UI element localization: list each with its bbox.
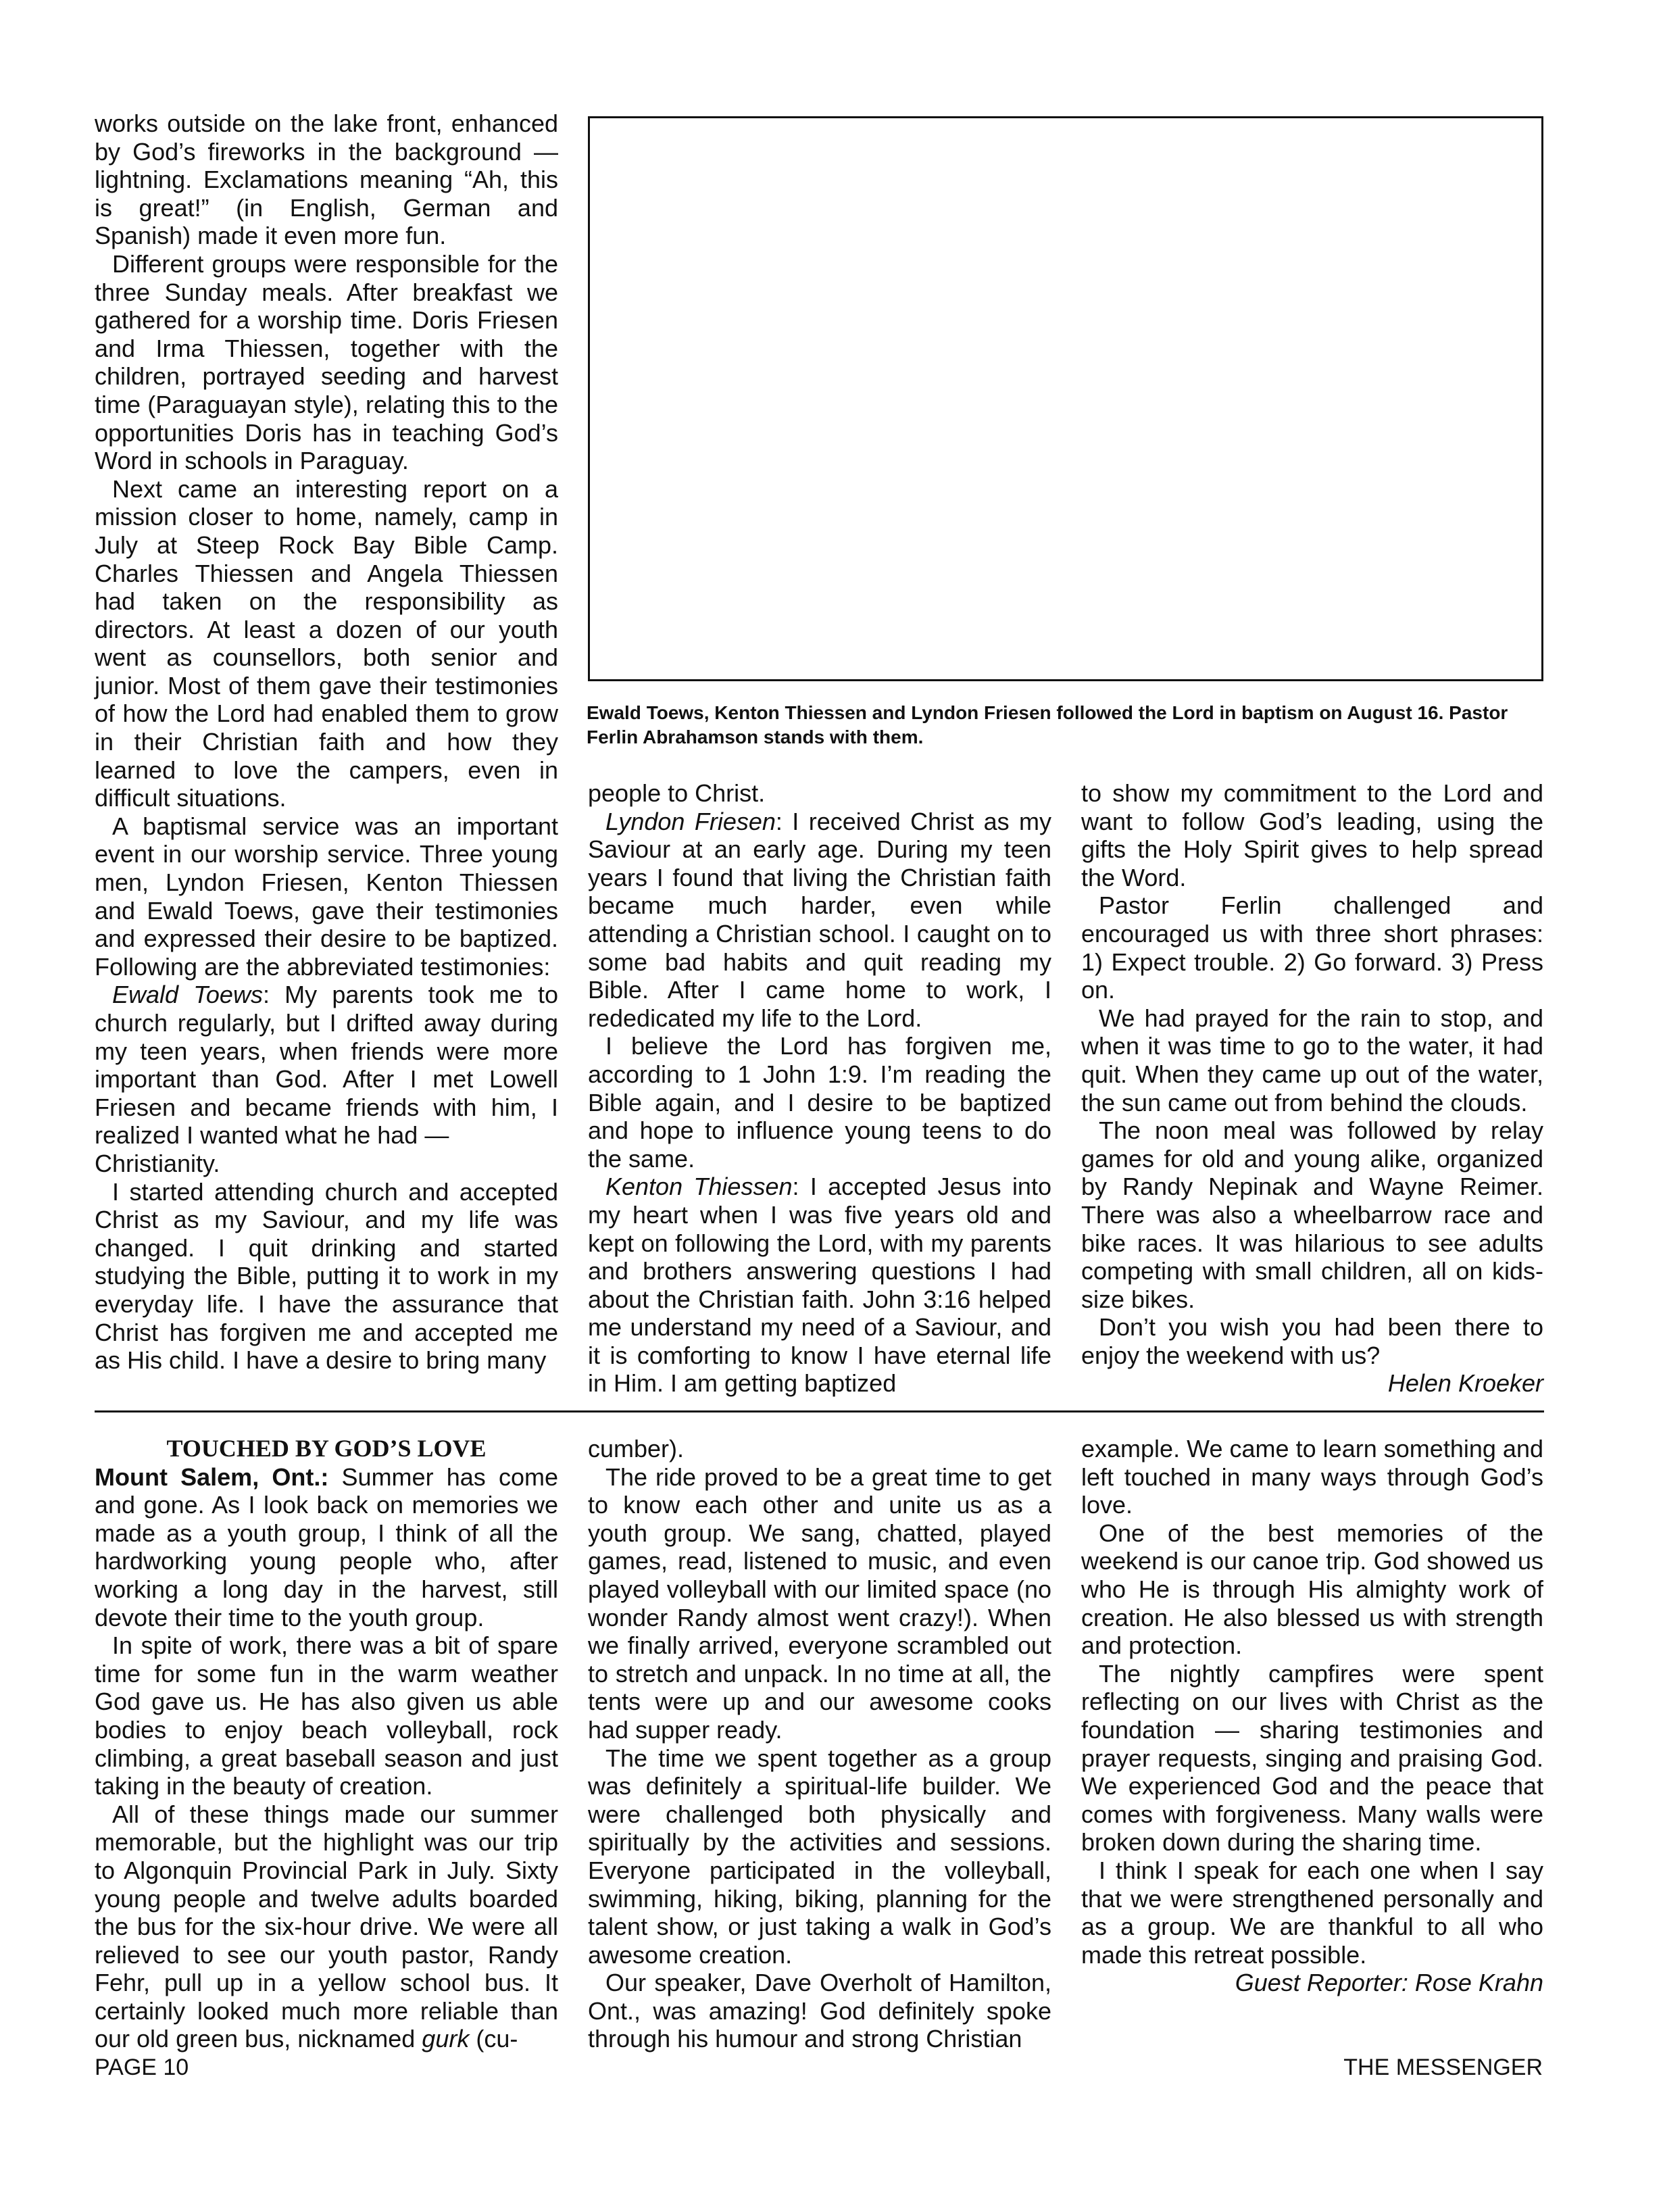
paragraph: Christianity.	[95, 1149, 220, 1177]
top-column-3	[1081, 779, 1543, 1398]
testimony-text: : I accepted Jesus into my heart when I was five years old and kept on following the Lord, with my parents and brothers answering questions I had about the Christian faith. John 3:16 helped me understand my need of a Saviour, and it is comforting to know I have eternal life in Him. I am getting baptized	[588, 1173, 1051, 1398]
paragraph: We had prayed for the rain to stop, and when it was time to go to the water, it had quit. When they came up out of the water, the sun came out from behind the clouds.	[1081, 1004, 1543, 1116]
dateline: Mount Salem, Ont.:	[95, 1463, 329, 1491]
photo-caption: Ewald Toews, Kenton Thiessen and Lyndon Friesen followed the Lord in baptism on August 16. Pastor Ferlin Abrahamson stands with them.	[587, 702, 1508, 747]
paragraph-text: All of these things made our summer memorable, but the highlight was our trip to Algonquin Provincial Park in July. Sixty young people and twelve adults boarded the bus for the six-hour drive. We were all relieved to see our youth pastor, Randy Fehr, pull up in a yellow school bus. It certainly looked much more reliable than our old green bus, nicknamed	[95, 1800, 558, 2053]
paragraph	[95, 1463, 558, 1632]
testimony-lyndon	[588, 808, 1051, 1033]
page-number: PAGE 10	[95, 2055, 189, 2080]
testimony-text: : My parents took me to church regularly, but I drifted away during my teen years, when friends were more important than God. After I met Lowell Friesen and became friends with him, I realized I wanted what he had —	[95, 981, 559, 1150]
baptism-photo	[588, 116, 1543, 681]
bus-nickname: gurk	[422, 2025, 470, 2053]
paragraph: The time we spent together as a group was definitely a spiritual-life builder. We were challenged both physically and spiritually by the activities and sessions. Everyone participated in the volleyball, swimming, hiking, biking, planning for the talent show, or just taking a walk in God’s awesome creation.	[588, 1744, 1051, 1969]
byline: Helen Kroeker	[1387, 1369, 1543, 1398]
paragraph: One of the best memories of the weekend is our canoe trip. God showed us who He is through His almighty work of creation. He also blessed us with strength and protection.	[1081, 1519, 1543, 1660]
paragraph: A baptismal service was an important event in our worship service. Three young men, Lyndon Friesen, Kenton Thiessen and Ewald Toews, gave their testimonies and expressed their desire to be baptized. Following are the abbreviated testimonies:	[95, 812, 558, 981]
top-column-2	[588, 779, 1051, 1398]
paragraph: Pastor Ferlin challenged and encouraged us with three short phrases: 1) Expect trouble. 2) Go forward. 3) Press on.	[1081, 891, 1543, 1004]
paragraph: Don’t you wish you had been there to enjoy the weekend with us?	[1081, 1313, 1543, 1369]
article-headline: TOUCHED BY GOD’S LOVE	[166, 1435, 487, 1462]
paragraph: The ride proved to be a great time to get to know each other and unite us as a youth group. We sang, chatted, played games, read, listened to music, and even played volleyball with our limited space (no wonder Randy almost went crazy!). When we finally arrived, everyone scrambled out to stretch and unpack. In no time at all, the tents were up and our awesome cooks had supper ready.	[588, 1463, 1051, 1744]
paragraph: I believe the Lord has forgiven me, according to 1 John 1:9. I’m reading the Bible again, and I desire to be baptized and hope to influence young teens to do the same.	[588, 1032, 1051, 1173]
testimony-name: Lyndon Friesen	[605, 807, 776, 835]
paragraph: works outside on the lake front, enhanced by God’s fireworks in the background — lightning. Exclamations meaning “Ah, this is great!” (in English, German and Spanish) made it even more fun.	[95, 109, 558, 250]
testimony-ewald	[95, 981, 558, 1150]
bottom-column-1	[95, 1435, 558, 2053]
section-divider	[95, 1410, 1544, 1412]
paragraph-text: (cu-	[469, 2025, 518, 2053]
publication-name: THE MESSENGER	[1343, 2055, 1543, 2080]
paragraph: example. We came to learn something and left touched in many ways through God’s love.	[1081, 1435, 1543, 1519]
paragraph: Different groups were responsible for the three Sunday meals. After breakfast we gathered for a worship time. Doris Friesen and Irma Thiessen, together with the children, portrayed seeding and harvest time (Paraguayan style), relating this to the opportunities Doris has in teaching God’s Word in schools in Paraguay.	[95, 249, 558, 475]
paragraph: people to Christ.	[588, 779, 766, 807]
paragraph: I think I speak for each one when I say that we were strengthened personally and as a group. We are thankful to all who made this retreat possible.	[1081, 1856, 1543, 1969]
paragraph: I started attending church and accepted Christ as my Saviour, and my life was changed. I quit drinking and started studying the Bible, putting it to work in my everyday life. I have the assurance that Christ has forgiven me and accepted me as His child. I have a desire to bring many	[95, 1177, 558, 1375]
paragraph: Next came an interesting report on a mission closer to home, namely, camp in July at Steep Rock Bay Bible Camp. Charles Thiessen and Angela Thiessen had taken on the responsibility as directors. At least a dozen of our youth went as counsellors, both senior and junior. Most of them gave their testimonies of how the Lord had enabled them to grow in their Christian faith and how they learned to love the campers, even in difficult situations.	[95, 474, 558, 812]
paragraph: The noon meal was followed by relay games for old and young alike, organized by Randy Nepinak and Wayne Reimer. There was also a wheelbarrow race and bike races. It was hilarious to see adults competing with small children, all on kids-size bikes.	[1081, 1116, 1543, 1313]
bottom-column-3	[1081, 1435, 1543, 1997]
paragraph: Our speaker, Dave Overholt of Hamilton, Ont., was amazing! God definitely spoke through his humour and strong Christian	[588, 1969, 1051, 2053]
paragraph: The nightly campfires were spent reflecting on our lives with Christ as the foundation — sharing testimonies and prayer requests, singing and praising God. We experienced God and the peace that comes with forgiveness. Many walls were broken down during the sharing time.	[1081, 1659, 1543, 1857]
paragraph-text: Summer has come and gone. As I look back on memories we made as a youth group, I think of all the hardworking young people who, after working a long day in the harvest, still devote their time to the youth group.	[95, 1463, 558, 1631]
testimony-text: : I received Christ as my Saviour at an early age. During my teen years I found that living the Christian faith became much harder, even while attending a Christian school. I caught on to some bad habits and quit reading my Bible. After I came home to work, I rededicated my life to the Lord.	[588, 807, 1052, 1032]
paragraph: to show my commitment to the Lord and want to follow God’s leading, using the gifts the Holy Spirit gives to help spread the Word.	[1081, 779, 1543, 891]
paragraph: In spite of work, there was a bit of spare time for some fun in the warm weather God gave us. He has also given us able bodies to enjoy beach volleyball, rock climbing, a great baseball season and just taking in the beauty of creation.	[95, 1631, 558, 1800]
testimony-name: Ewald Toews	[112, 981, 263, 1009]
top-column-1	[95, 109, 558, 1375]
testimony-name: Kenton Thiessen	[605, 1173, 793, 1201]
paragraph	[95, 1800, 558, 2053]
byline: Guest Reporter: Rose Krahn	[1235, 1969, 1543, 1997]
bottom-column-2	[588, 1435, 1051, 2053]
paragraph: cumber).	[588, 1435, 685, 1463]
testimony-kenton	[588, 1173, 1051, 1398]
